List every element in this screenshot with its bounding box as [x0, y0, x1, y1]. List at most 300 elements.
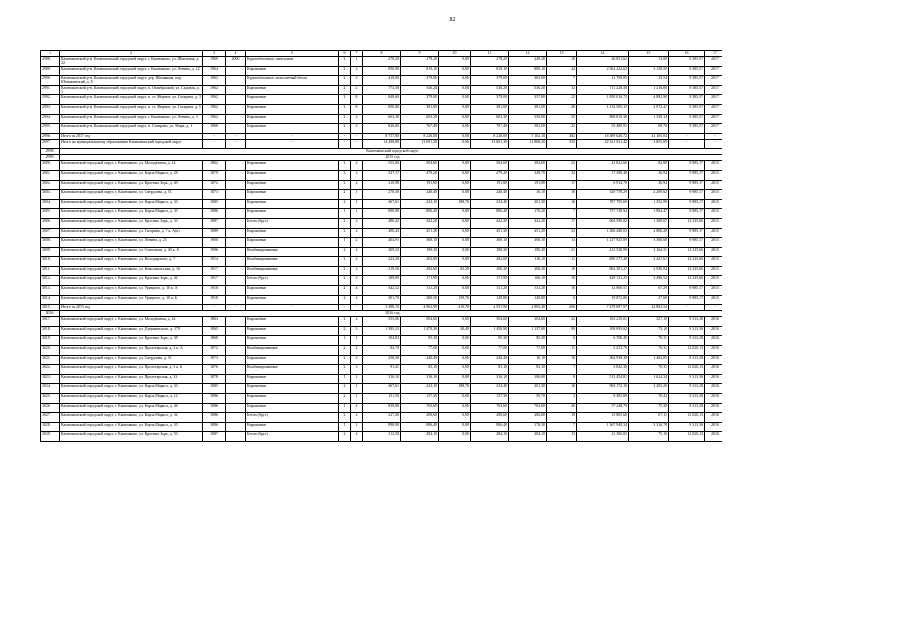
table-cell: Кирпичные [246, 384, 339, 394]
table-cell: 527,17 [363, 170, 401, 180]
table-cell: 504,60 [471, 161, 509, 171]
table-cell: 2 [351, 413, 363, 423]
table-cell: 206,30 [471, 266, 509, 276]
table-cell: 59,70 [509, 394, 547, 404]
table-cell: Комбинированные [246, 365, 339, 375]
table-cell: 365,00 [509, 76, 547, 86]
table-cell: 9 985,17 [669, 199, 705, 209]
table-cell: 327,19 [629, 317, 669, 327]
table-cell: 467,61 [363, 199, 401, 209]
table-cell: 84,70 [363, 346, 401, 356]
table-cell: 2 [339, 413, 351, 423]
table-cell: Бетон (брус) [246, 218, 339, 228]
table-cell: 3024. [41, 384, 60, 394]
table-cell: 603,30 [401, 114, 439, 124]
table-cell: 1962 [203, 76, 226, 86]
table-cell: 1 368,07 [629, 218, 669, 228]
table-cell: 0,00 [439, 228, 471, 238]
table-cell: - [203, 139, 226, 149]
table-row [41, 257, 723, 267]
table-cell: 486,42 [363, 218, 401, 228]
table-cell: 0,00 [439, 247, 471, 257]
table-cell: 1886 [203, 209, 226, 219]
table-cell: 535 [547, 139, 577, 149]
table-cell: 206,60 [471, 413, 509, 423]
table-cell: Кирпичные [246, 209, 339, 219]
table-row [41, 95, 723, 105]
table-cell: 11 [547, 346, 577, 356]
table-cell: 2988. [41, 57, 60, 67]
table-cell: Камешковский городской округ, г. Камешково, ул. Комсомольская, д. 16 [60, 266, 203, 276]
table-cell: 249,30 [509, 57, 547, 67]
table-cell: 9 985,17 [669, 170, 705, 180]
table-cell: 3 [351, 326, 363, 336]
table-cell: 35 [547, 114, 577, 124]
table-cell: 479,20 [401, 170, 439, 180]
table-cell: 2015 [705, 161, 723, 171]
table-cell: 3004. [41, 199, 60, 209]
table-cell: 1 864,47 [629, 209, 669, 219]
table-cell: 1900 [203, 238, 226, 248]
table-cell: Камешковский городской округ, г. Камешково, ул. Карла Маркса, д. 33 [60, 199, 203, 209]
table-cell: 504,60 [471, 317, 509, 327]
table-cell: 26 851,62 [577, 57, 629, 67]
column-number-cell: 16 [669, 51, 705, 57]
table-container [40, 50, 722, 632]
table-cell: 2015 [705, 228, 723, 238]
table-cell: 137,30 [401, 394, 439, 404]
table-cell: 3010. [41, 257, 60, 267]
table-row [41, 76, 723, 86]
table-cell: 3007. [41, 228, 60, 238]
table-row [41, 238, 723, 248]
table-cell: 3017. [41, 317, 60, 327]
table-cell: 2 [339, 228, 351, 238]
table-cell: 763,60 [471, 403, 509, 413]
table-cell [226, 209, 246, 219]
table-cell: 18 [547, 57, 577, 67]
table-cell: 1968 [203, 124, 226, 134]
row-number-cell: 2999. [41, 155, 60, 161]
table-cell: Камешковский городской округ, г. Камешково, ул. Красных Зорь, д. 49 [60, 180, 203, 190]
table-cell: 13 691,30 [471, 139, 509, 149]
table-cell: - [246, 133, 339, 139]
table-cell: 2 [351, 85, 363, 95]
table-cell: 9 385,57 [669, 104, 705, 114]
table-cell: 3 855,09 [629, 139, 669, 149]
table-cell [226, 326, 246, 336]
table-cell: 12 020,13 [669, 346, 705, 356]
table-cell: 209,33 [363, 247, 401, 257]
table-cell: - [203, 305, 226, 311]
table-row [41, 85, 723, 95]
table-row [41, 124, 723, 134]
table-cell: 2016 [705, 326, 723, 336]
table-cell: 95,30 [509, 336, 547, 346]
table-cell: 800,10 [509, 66, 547, 76]
table-cell: 1962 [203, 114, 226, 124]
table-cell: 1 [351, 394, 363, 404]
table-cell: 7 [547, 422, 577, 432]
table-cell: 9 313,38 [669, 374, 705, 384]
table-cell: - [226, 139, 246, 149]
table-cell: 349,70 [509, 170, 547, 180]
table-cell: 381,00 [401, 104, 439, 114]
table-cell: 2017 [705, 95, 723, 105]
table-cell: 442,20 [471, 218, 509, 228]
table-cell: 0,00 [439, 104, 471, 114]
table-cell: 9 385,57 [669, 76, 705, 86]
table-cell: 2995. [41, 124, 60, 134]
table-cell: 4 962,90 [401, 305, 439, 311]
table-cell: Камешковский городской округ, г. Камешково, ул. Урицкого, д. 10 к. А [60, 286, 203, 296]
table-cell: 467,61 [363, 384, 401, 394]
table-cell: 0,00 [439, 133, 471, 139]
table-cell: Камешковский городской округ, г. Камешково, ул. Красных Зорь, д. 53 [60, 218, 203, 228]
table-cell: Камешковский городской округ, г. Камешково, ул. Володарского, д. 7 [60, 257, 203, 267]
table-cell: 190,30 [401, 247, 439, 257]
table-cell: 37,68 [629, 295, 669, 305]
table-cell: 3027. [41, 413, 60, 423]
table-cell: 711 226,38 [577, 85, 629, 95]
table-cell: Крупноблочные, панельные [246, 57, 339, 67]
table-cell [226, 85, 246, 95]
table-cell: 442,20 [401, 218, 439, 228]
table-cell: 77,00 [401, 346, 439, 356]
table-cell: 1 [351, 57, 363, 67]
table-cell: Камешковский городской округ, г. Камешково, ул. Пролетарская, д. 3 к. Б [60, 365, 203, 375]
table-cell: 2 203,20 [629, 384, 669, 394]
table-cell: 2 [339, 190, 351, 200]
table-cell: 1964 [203, 66, 226, 76]
table-cell: 839,96 [363, 403, 401, 413]
table-cell: 2015 [705, 170, 723, 180]
table-cell: 234,40 [471, 384, 509, 394]
table-cell: 116,10 [509, 257, 547, 267]
table-cell: 278,30 [363, 190, 401, 200]
table-cell: 3026. [41, 403, 60, 413]
table-cell: 1 450,90 [471, 326, 509, 336]
table-cell: 2015 [705, 276, 723, 286]
table-cell: 16,10 [509, 190, 547, 200]
table-cell: 227,26 [363, 413, 401, 423]
table-cell [226, 124, 246, 134]
table-cell: 284,10 [509, 432, 547, 442]
table-cell: 3025. [41, 394, 60, 404]
table-cell: 70,31 [629, 346, 669, 356]
table-cell: 2017 [705, 76, 723, 86]
table-row [41, 295, 723, 305]
table-cell: 1 479,30 [401, 326, 439, 336]
table-row [41, 374, 723, 384]
table-cell: 75,10 [629, 432, 669, 442]
table-cell: 1917 [203, 266, 226, 276]
table-cell: 2 [339, 66, 351, 76]
table-cell: 16 [547, 286, 577, 296]
table-cell: 278,20 [363, 57, 401, 67]
table-cell: 2017 [705, 57, 723, 67]
table-cell: 2 496,52 [629, 276, 669, 286]
section-title-cell: 2016 год [60, 311, 723, 317]
table-cell: Кирпичные [246, 190, 339, 200]
table-cell: 1 [339, 209, 351, 219]
table-cell: 3028. [41, 422, 60, 432]
table-cell: 9 985,17 [669, 295, 705, 305]
table-cell: Камешковский городской округ, г. Камешково, ул. Карла Маркса, д. 26 [60, 403, 203, 413]
table-cell: 2016 [705, 384, 723, 394]
table-cell: 1885 [203, 199, 226, 209]
table-cell: 2 [339, 432, 351, 442]
table-cell: 3009. [41, 247, 60, 257]
page-number: 82 [449, 17, 456, 23]
table-cell: 11 808,20 [509, 139, 547, 149]
table-cell: 2 [339, 95, 351, 105]
table-cell: 7 [547, 76, 577, 86]
table-cell: 1887 [203, 432, 226, 442]
table-cell: 850,90 [363, 66, 401, 76]
table-cell: 13 [547, 432, 577, 442]
table-cell: 74,80 [629, 57, 669, 67]
table-cell: 176,30 [509, 422, 547, 432]
table-cell: 311,20 [471, 286, 509, 296]
table-cell: 8 [547, 374, 577, 384]
table-cell: 6 [547, 336, 577, 346]
table-cell: 16 [547, 199, 577, 209]
table-cell: Камешковский городской округ, г. Камешково, ул. Свердлова, д. 51 [60, 190, 203, 200]
table-cell: 603,30 [471, 114, 509, 124]
table-row [41, 413, 723, 423]
table-cell: - [339, 139, 351, 149]
table-cell: Кирпичные [246, 95, 339, 105]
table-cell: 2 164,31 [629, 247, 669, 257]
table-cell: 2015 [705, 257, 723, 267]
table-cell: 2015 [705, 218, 723, 228]
table-cell: 1885 [203, 384, 226, 394]
table-cell: 410,70 [439, 305, 471, 311]
table-cell: Камешковский городской округ, г. Камешково, ул. Карла Маркса, д. 33 [60, 384, 203, 394]
table-cell: 23 [547, 161, 577, 171]
table-cell: 41 822,66 [577, 161, 629, 171]
table-cell: 1 [351, 209, 363, 219]
table-cell: 278,20 [471, 57, 509, 67]
table-cell: 2 [351, 218, 363, 228]
table-cell [226, 384, 246, 394]
table-cell: 806,40 [401, 422, 439, 432]
table-cell: 8 757,80 [363, 133, 401, 139]
table-cell: 3011. [41, 266, 60, 276]
table-cell [226, 317, 246, 327]
table-cell: 423,10 [401, 384, 439, 394]
table-row [41, 276, 723, 286]
table-cell: 41 165,04 [629, 133, 669, 139]
table-cell: 2015 [705, 286, 723, 296]
table-cell: 191,80 [509, 180, 547, 190]
table-cell: 1962 [203, 95, 226, 105]
table-cell: 482 [547, 133, 577, 139]
table-row [41, 180, 723, 190]
table-cell: Кирпичные [246, 161, 339, 171]
table-cell: 9 385,57 [669, 114, 705, 124]
table-cell: 9 313,38 [669, 336, 705, 346]
table-cell: 240,40 [401, 190, 439, 200]
table-cell: 21 306,82 [577, 432, 629, 442]
table-cell: 26 [547, 403, 577, 413]
table-cell: 787 795,69 [577, 199, 629, 209]
table-cell: 22 [547, 124, 577, 134]
table-cell: 19 872,86 [577, 295, 629, 305]
table-cell: Комбинированные [246, 247, 339, 257]
table-row [41, 394, 723, 404]
table-cell: Камешковский городской округ, г. Камешково, ул. Карла Маркса, д. 32 [60, 413, 203, 423]
table-cell: 9 385,57 [669, 124, 705, 134]
table-cell: 451,20 [509, 228, 547, 238]
table-row [41, 247, 723, 257]
table-cell: 504,60 [401, 317, 439, 327]
table-cell: 1 [339, 422, 351, 432]
table-cell: 240,40 [401, 355, 439, 365]
table-cell: 2990. [41, 76, 60, 86]
table-cell: 381,00 [509, 104, 547, 114]
table-cell: 2 427,61 [629, 257, 669, 267]
table-cell: 1865 [203, 326, 226, 336]
table-cell: - [226, 133, 246, 139]
table-cell: 1886 [203, 394, 226, 404]
table-cell [226, 355, 246, 365]
table-cell: 2017 [705, 66, 723, 76]
table-cell: 1 352,99 [629, 199, 669, 209]
column-number-cell: 1 [41, 51, 60, 57]
table-cell: 2989. [41, 66, 60, 76]
table-cell: 1886 [203, 413, 226, 423]
table-cell: 0,00 [439, 209, 471, 219]
table-cell: 404,91 [363, 238, 401, 248]
table-cell: 4 551,90 [471, 305, 509, 311]
table-cell: 1 [351, 190, 363, 200]
table-cell: 3021. [41, 355, 60, 365]
table-cell: 2017 [705, 104, 723, 114]
table-cell: 767,40 [471, 124, 509, 134]
table-cell: 2991. [41, 85, 60, 95]
table-cell: 2016 [705, 317, 723, 327]
table-cell: 73,10 [629, 326, 669, 336]
table-cell: 17 [547, 180, 577, 190]
table-cell: 2 [351, 432, 363, 442]
table-cell: 9 985,17 [669, 190, 705, 200]
table-cell: 1 216,80 [629, 85, 669, 95]
column-number-cell: 7 [351, 51, 363, 57]
column-number-cell: 3 [203, 51, 226, 57]
table-cell: 1 [339, 238, 351, 248]
table-cell: 1962 [203, 104, 226, 114]
table-cell: 36,94 [629, 170, 669, 180]
table-cell: 848,60 [363, 95, 401, 105]
table-cell: 864 301,27 [577, 266, 629, 276]
table-cell: 7 162,10 [509, 133, 547, 139]
table-cell: 513 454,81 [577, 374, 629, 384]
table-cell: Камешковский р-н, Камешковский городской округ, г. Камешково, ул. Школьная, д. 22 [60, 57, 203, 67]
table-cell: 6 [547, 295, 577, 305]
table-cell: 2015 [705, 266, 723, 276]
table-cell: Камешковский городской округ, г. Камешково, ул. Карла Маркса, д. 35 [60, 422, 203, 432]
table-cell [226, 238, 246, 248]
column-number-cell: 15 [629, 51, 669, 57]
table-cell: 316,10 [471, 374, 509, 384]
table-cell: 4 882,90 [629, 95, 669, 105]
table-cell: 2 [339, 384, 351, 394]
table-cell [226, 190, 246, 200]
table-cell: 1 217 925,89 [577, 238, 629, 248]
table-cell: 301,70 [363, 295, 401, 305]
table-cell: 280,50 [401, 295, 439, 305]
table-cell [226, 286, 246, 296]
table-cell: 0,00 [439, 403, 471, 413]
table-cell: 5 842,36 [577, 365, 629, 375]
table-cell: 18 [547, 190, 577, 200]
table-cell: Камешковский р-н, Камешковский городской округ, п. Ставрово, ул. Мира, д. 1 [60, 124, 203, 134]
table-cell: 0,00 [439, 161, 471, 171]
table-cell: 17 [547, 218, 577, 228]
section-title-cell: Камешковский городской округ [60, 149, 723, 155]
table-cell: 9 985,17 [669, 180, 705, 190]
table-cell [226, 422, 246, 432]
table-cell: 4 [351, 403, 363, 413]
table-cell: 2 [339, 394, 351, 404]
table-cell: 0,00 [439, 95, 471, 105]
table-cell: 2 [339, 124, 351, 134]
table-cell: Кирпичные [246, 180, 339, 190]
table-cell: 12 020,13 [669, 413, 705, 423]
table-cell [226, 170, 246, 180]
table-cell: 14 498,80 [363, 139, 401, 149]
table-cell: 2 [351, 66, 363, 76]
table-cell: 23 [547, 228, 577, 238]
column-number-cell: 14 [577, 51, 629, 57]
table-cell: 12 020,13 [669, 432, 705, 442]
table-cell: 9 385,57 [669, 95, 705, 105]
table-cell: 166,10 [509, 276, 547, 286]
table-cell: - [339, 133, 351, 139]
table-cell: 3002. [41, 180, 60, 190]
row-number-cell: 2998. [41, 149, 60, 155]
table-cell: 357,80 [509, 95, 547, 105]
table-cell: 2015 [705, 209, 723, 219]
table-cell: 8 226,00 [401, 133, 439, 139]
table-cell: 9 385,57 [669, 66, 705, 76]
table-cell: Комбинированные [246, 257, 339, 267]
table-cell: 17 388,46 [577, 170, 629, 180]
table-cell: 3 [351, 170, 363, 180]
table-cell: 278,20 [401, 57, 439, 67]
table-cell: Камешковский городской округ, г. Камешково, ул. Ленина, д. 25 [60, 238, 203, 248]
table-cell [226, 276, 246, 286]
table-cell: 3008. [41, 238, 60, 248]
table-cell: 1 [339, 403, 351, 413]
table-cell: 0,00 [439, 76, 471, 86]
table-cell: 9 313,38 [669, 355, 705, 365]
table-cell: 2015 [705, 190, 723, 200]
table-cell: 2 806,20 [629, 228, 669, 238]
table-row [41, 365, 723, 375]
table-cell: 8 [351, 95, 363, 105]
table-cell: Кирпичные [246, 355, 339, 365]
table-cell: 0,00 [439, 85, 471, 95]
table-cell: 22 321 921,42 [577, 139, 629, 149]
table-cell: 1 [351, 422, 363, 432]
table-cell: 9 313,38 [669, 403, 705, 413]
table-cell: 70,43 [629, 394, 669, 404]
table-cell: Камешковский городской округ, г. Камешково, ул. Красных Зорь, д. 42 [60, 276, 203, 286]
table-cell: 149,80 [471, 295, 509, 305]
